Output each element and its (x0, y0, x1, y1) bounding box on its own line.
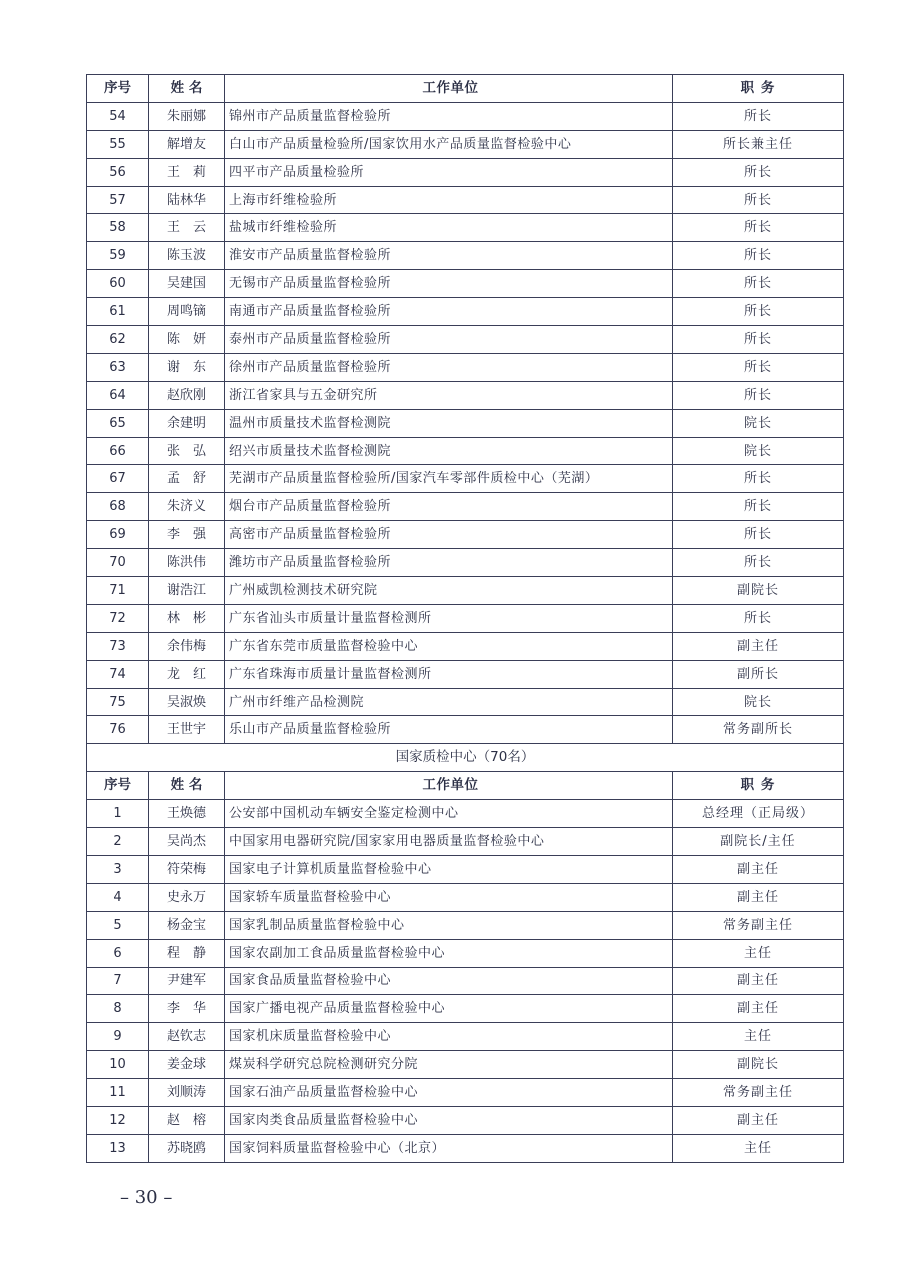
person-name: 王焕德 (149, 800, 225, 828)
personnel-table (86, 74, 843, 1163)
table-row (87, 326, 844, 354)
work-unit: 高密市产品质量监督检验所 (225, 521, 673, 549)
row-number: 69 (87, 521, 149, 549)
person-name: 史永万 (149, 883, 225, 911)
work-unit: 泰州市产品质量监督检验所 (225, 326, 673, 354)
table-row (87, 353, 844, 381)
work-unit: 国家饲料质量监督检验中心（北京） (225, 1134, 673, 1162)
header-unit: 工作单位 (225, 772, 673, 800)
work-unit: 国家农副加工食品质量监督检验中心 (225, 939, 673, 967)
person-name: 王 云 (149, 214, 225, 242)
job-title: 主任 (673, 1134, 844, 1162)
table-row (87, 242, 844, 270)
person-name: 谢 东 (149, 353, 225, 381)
table-row (87, 130, 844, 158)
row-number: 10 (87, 1051, 149, 1079)
person-name: 朱丽娜 (149, 102, 225, 130)
table-row (87, 102, 844, 130)
row-number: 73 (87, 632, 149, 660)
person-name: 符荣梅 (149, 855, 225, 883)
work-unit: 国家食品质量监督检验中心 (225, 967, 673, 995)
work-unit: 烟台市产品质量监督检验所 (225, 493, 673, 521)
table-row (87, 381, 844, 409)
job-title: 主任 (673, 939, 844, 967)
person-name: 赵欣刚 (149, 381, 225, 409)
table-row (87, 549, 844, 577)
row-number: 11 (87, 1079, 149, 1107)
job-title: 常务副主任 (673, 1079, 844, 1107)
job-title: 所长 (673, 493, 844, 521)
work-unit: 浙江省家具与五金研究所 (225, 381, 673, 409)
header-name: 姓 名 (149, 772, 225, 800)
row-number: 5 (87, 911, 149, 939)
work-unit: 国家石油产品质量监督检验中心 (225, 1079, 673, 1107)
row-number: 75 (87, 688, 149, 716)
job-title: 所长 (673, 214, 844, 242)
row-number: 6 (87, 939, 149, 967)
job-title: 所长 (673, 353, 844, 381)
table-row (87, 1023, 844, 1051)
row-number: 2 (87, 828, 149, 856)
work-unit: 国家广播电视产品质量监督检验中心 (225, 995, 673, 1023)
table-row (87, 939, 844, 967)
person-name: 陈 妍 (149, 326, 225, 354)
work-unit: 四平市产品质量检验所 (225, 158, 673, 186)
row-number: 71 (87, 577, 149, 605)
row-number: 65 (87, 409, 149, 437)
row-number: 9 (87, 1023, 149, 1051)
work-unit: 广东省东莞市质量监督检验中心 (225, 632, 673, 660)
work-unit: 绍兴市质量技术监督检测院 (225, 437, 673, 465)
row-number: 58 (87, 214, 149, 242)
job-title: 所长 (673, 158, 844, 186)
work-unit: 广东省汕头市质量计量监督检测所 (225, 604, 673, 632)
person-name: 吴淑焕 (149, 688, 225, 716)
row-number: 62 (87, 326, 149, 354)
row-number: 54 (87, 102, 149, 130)
job-title: 所长 (673, 326, 844, 354)
table-row (87, 800, 844, 828)
person-name: 刘顺涛 (149, 1079, 225, 1107)
person-name: 赵 榕 (149, 1106, 225, 1134)
person-name: 周鸣镝 (149, 298, 225, 326)
job-title: 院长 (673, 688, 844, 716)
row-number: 76 (87, 716, 149, 744)
person-name: 李 华 (149, 995, 225, 1023)
job-title: 常务副主任 (673, 911, 844, 939)
table-row (87, 214, 844, 242)
section-row (87, 744, 844, 772)
table-row (87, 1079, 844, 1107)
row-number: 56 (87, 158, 149, 186)
row-number: 63 (87, 353, 149, 381)
work-unit: 上海市纤维检验所 (225, 186, 673, 214)
work-unit: 盐城市纤维检验所 (225, 214, 673, 242)
person-name: 李 强 (149, 521, 225, 549)
work-unit: 淮安市产品质量监督检验所 (225, 242, 673, 270)
work-unit: 公安部中国机动车辆安全鉴定检测中心 (225, 800, 673, 828)
work-unit: 国家肉类食品质量监督检验中心 (225, 1106, 673, 1134)
work-unit: 徐州市产品质量监督检验所 (225, 353, 673, 381)
person-name: 解增友 (149, 130, 225, 158)
person-name: 张 弘 (149, 437, 225, 465)
work-unit: 无锡市产品质量监督检验所 (225, 270, 673, 298)
person-name: 林 彬 (149, 604, 225, 632)
person-name: 尹建军 (149, 967, 225, 995)
table-row (87, 967, 844, 995)
table-row (87, 577, 844, 605)
work-unit: 温州市质量技术监督检测院 (225, 409, 673, 437)
person-name: 陈玉波 (149, 242, 225, 270)
table-row (87, 883, 844, 911)
row-number: 59 (87, 242, 149, 270)
work-unit: 南通市产品质量监督检验所 (225, 298, 673, 326)
work-unit: 国家机床质量监督检验中心 (225, 1023, 673, 1051)
work-unit: 国家电子计算机质量监督检验中心 (225, 855, 673, 883)
person-name: 陆林华 (149, 186, 225, 214)
table-row (87, 1051, 844, 1079)
page-number: – 30 – (120, 1187, 173, 1208)
job-title: 所长 (673, 549, 844, 577)
work-unit: 锦州市产品质量监督检验所 (225, 102, 673, 130)
work-unit: 芜湖市产品质量监督检验所/国家汽车零部件质检中心（芜湖） (225, 465, 673, 493)
row-number: 60 (87, 270, 149, 298)
header-no: 序号 (87, 75, 149, 103)
job-title: 所长 (673, 604, 844, 632)
person-name: 苏晓鸥 (149, 1134, 225, 1162)
work-unit: 乐山市产品质量监督检验所 (225, 716, 673, 744)
job-title: 院长 (673, 409, 844, 437)
work-unit: 潍坊市产品质量监督检验所 (225, 549, 673, 577)
work-unit: 中国家用电器研究院/国家家用电器质量监督检验中心 (225, 828, 673, 856)
header-unit: 工作单位 (225, 75, 673, 103)
job-title: 院长 (673, 437, 844, 465)
table-row (87, 186, 844, 214)
work-unit: 广州威凯检测技术研究院 (225, 577, 673, 605)
table-row (87, 660, 844, 688)
job-title: 所长 (673, 465, 844, 493)
job-title: 副主任 (673, 632, 844, 660)
table-row (87, 521, 844, 549)
table-row (87, 493, 844, 521)
person-name: 孟 舒 (149, 465, 225, 493)
job-title: 所长 (673, 242, 844, 270)
person-name: 吴建国 (149, 270, 225, 298)
row-number: 66 (87, 437, 149, 465)
table-header-row (87, 772, 844, 800)
job-title: 所长 (673, 186, 844, 214)
table-row (87, 409, 844, 437)
work-unit: 广州市纤维产品检测院 (225, 688, 673, 716)
row-number: 7 (87, 967, 149, 995)
row-number: 67 (87, 465, 149, 493)
job-title: 副主任 (673, 967, 844, 995)
person-name: 朱济义 (149, 493, 225, 521)
job-title: 所长 (673, 298, 844, 326)
job-title: 常务副所长 (673, 716, 844, 744)
row-number: 4 (87, 883, 149, 911)
job-title: 副主任 (673, 883, 844, 911)
table-row (87, 270, 844, 298)
table-row (87, 716, 844, 744)
row-number: 12 (87, 1106, 149, 1134)
table-row (87, 855, 844, 883)
work-unit: 煤炭科学研究总院检测研究分院 (225, 1051, 673, 1079)
section-title: 国家质检中心（70名） (87, 744, 844, 772)
person-name: 赵钦志 (149, 1023, 225, 1051)
table-row (87, 632, 844, 660)
row-number: 72 (87, 604, 149, 632)
table-row (87, 437, 844, 465)
job-title: 副主任 (673, 855, 844, 883)
header-post: 职 务 (673, 75, 844, 103)
table-row (87, 688, 844, 716)
row-number: 55 (87, 130, 149, 158)
job-title: 副院长 (673, 1051, 844, 1079)
work-unit: 国家乳制品质量监督检验中心 (225, 911, 673, 939)
table-row (87, 1134, 844, 1162)
row-number: 70 (87, 549, 149, 577)
person-name: 姜金球 (149, 1051, 225, 1079)
job-title: 所长 (673, 270, 844, 298)
job-title: 所长 (673, 521, 844, 549)
row-number: 74 (87, 660, 149, 688)
person-name: 余伟梅 (149, 632, 225, 660)
person-name: 陈洪伟 (149, 549, 225, 577)
row-number: 68 (87, 493, 149, 521)
personnel-table-body (87, 75, 844, 1163)
header-post: 职 务 (673, 772, 844, 800)
job-title: 副所长 (673, 660, 844, 688)
person-name: 余建明 (149, 409, 225, 437)
row-number: 13 (87, 1134, 149, 1162)
table-row (87, 158, 844, 186)
row-number: 61 (87, 298, 149, 326)
person-name: 王 莉 (149, 158, 225, 186)
table-row (87, 911, 844, 939)
work-unit: 广东省珠海市质量计量监督检测所 (225, 660, 673, 688)
job-title: 主任 (673, 1023, 844, 1051)
person-name: 龙 红 (149, 660, 225, 688)
job-title: 所长 (673, 381, 844, 409)
row-number: 1 (87, 800, 149, 828)
table-row (87, 465, 844, 493)
job-title: 所长 (673, 102, 844, 130)
work-unit: 白山市产品质量检验所/国家饮用水产品质量监督检验中心 (225, 130, 673, 158)
row-number: 3 (87, 855, 149, 883)
job-title: 副主任 (673, 995, 844, 1023)
work-unit: 国家轿车质量监督检验中心 (225, 883, 673, 911)
job-title: 副主任 (673, 1106, 844, 1134)
person-name: 程 静 (149, 939, 225, 967)
row-number: 57 (87, 186, 149, 214)
table-header-row (87, 75, 844, 103)
table-row (87, 828, 844, 856)
row-number: 8 (87, 995, 149, 1023)
table-row (87, 298, 844, 326)
person-name: 吴尚杰 (149, 828, 225, 856)
table-row (87, 995, 844, 1023)
job-title: 副院长/主任 (673, 828, 844, 856)
row-number: 64 (87, 381, 149, 409)
table-row (87, 1106, 844, 1134)
person-name: 杨金宝 (149, 911, 225, 939)
header-no: 序号 (87, 772, 149, 800)
job-title: 所长兼主任 (673, 130, 844, 158)
person-name: 王世宇 (149, 716, 225, 744)
header-name: 姓 名 (149, 75, 225, 103)
job-title: 副院长 (673, 577, 844, 605)
person-name: 谢浩江 (149, 577, 225, 605)
job-title: 总经理（正局级） (673, 800, 844, 828)
table-row (87, 604, 844, 632)
